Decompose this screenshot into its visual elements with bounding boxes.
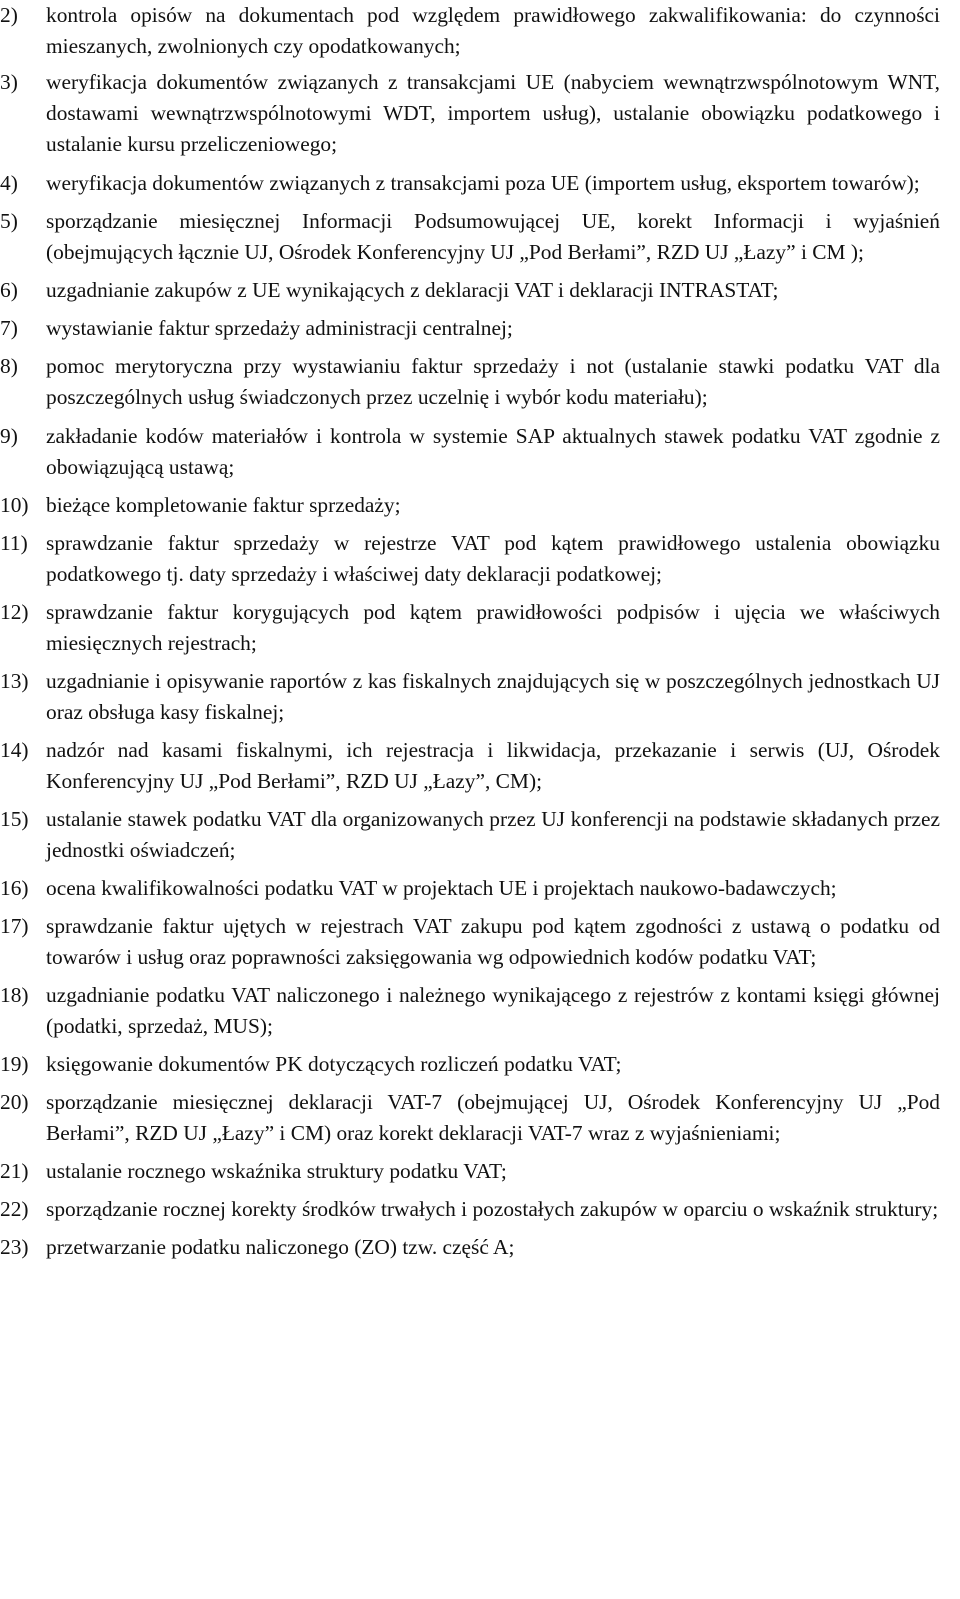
item-number: 11) bbox=[0, 531, 28, 555]
item-number: 13) bbox=[0, 669, 29, 693]
item-number: 21) bbox=[0, 1159, 29, 1183]
item-number: 19) bbox=[0, 1052, 29, 1076]
item-number: 7) bbox=[0, 316, 18, 340]
list-item bbox=[0, 168, 940, 199]
list-item bbox=[0, 1194, 940, 1225]
item-number: 18) bbox=[0, 983, 29, 1007]
item-text: ocena kwalifikowalności podatku VAT w projektach UE i projektach naukowo-badawczych; bbox=[46, 876, 837, 900]
item-number: 22) bbox=[0, 1197, 29, 1221]
list-item bbox=[0, 735, 940, 797]
item-text: sprawdzanie faktur korygujących pod kątem prawidłowości podpisów i ujęcia we właściwych miesięcznych rejestrach; bbox=[46, 600, 940, 655]
list-item bbox=[0, 980, 940, 1042]
list-item bbox=[0, 490, 940, 521]
item-number: 12) bbox=[0, 600, 29, 624]
list-item bbox=[0, 275, 940, 306]
item-text: wystawianie faktur sprzedaży administracji centralnej; bbox=[46, 316, 513, 340]
item-text: bieżące kompletowanie faktur sprzedaży; bbox=[46, 493, 401, 517]
item-text: uzgadnianie podatku VAT naliczonego i należnego wynikającego z rejestrów z kontami księgi głównej (podatki, sprzedaż, MUS); bbox=[46, 983, 940, 1038]
item-number: 8) bbox=[0, 354, 18, 378]
item-number: 4) bbox=[0, 171, 18, 195]
list-item bbox=[0, 911, 940, 973]
item-number: 23) bbox=[0, 1235, 29, 1259]
item-number: 2) bbox=[0, 3, 18, 27]
list-item bbox=[0, 1087, 940, 1149]
item-number: 6) bbox=[0, 278, 18, 302]
item-number: 15) bbox=[0, 807, 29, 831]
item-text: sprawdzanie faktur sprzedaży w rejestrze VAT pod kątem prawidłowego ustalenia obowiązku podatkowego tj. daty sprzedaży i właściwej daty deklaracji podatkowej; bbox=[46, 531, 940, 586]
list-item bbox=[0, 873, 940, 904]
item-number: 9) bbox=[0, 424, 18, 448]
item-number: 14) bbox=[0, 738, 29, 762]
item-text: sporządzanie miesięcznej Informacji Podsumowującej UE, korekt Informacji i wyjaśnień (obejmujących łącznie UJ, Ośrodek Konferencyjny UJ „Pod Berłami”, RZD UJ „Łazy” i CM ); bbox=[46, 209, 940, 264]
list-item bbox=[0, 666, 940, 728]
list-item bbox=[0, 597, 940, 659]
item-number: 17) bbox=[0, 914, 29, 938]
list-item bbox=[0, 67, 940, 160]
item-text: zakładanie kodów materiałów i kontrola w systemie SAP aktualnych stawek podatku VAT zgodnie z obowiązującą ustawą; bbox=[46, 424, 940, 479]
item-text: weryfikacja dokumentów związanych z transakcjami UE (nabyciem wewnątrzwspólnotowym WNT, dostawami wewnątrzwspólnotowymi WDT, importem usług), ustalanie obowiązku podatkowego i ustalanie kursu przeliczeniowego; bbox=[46, 70, 940, 156]
list-item bbox=[0, 313, 940, 344]
list-item bbox=[0, 804, 940, 866]
list-item bbox=[0, 421, 940, 483]
item-text: nadzór nad kasami fiskalnymi, ich rejestracja i likwidacja, przekazanie i serwis (UJ, Ośrodek Konferencyjny UJ „Pod Berłami”, RZD UJ „Łazy”, CM); bbox=[46, 738, 940, 793]
list-item bbox=[0, 1232, 940, 1263]
item-number: 16) bbox=[0, 876, 29, 900]
list-item bbox=[0, 206, 940, 268]
item-number: 5) bbox=[0, 209, 18, 233]
item-number: 20) bbox=[0, 1090, 29, 1114]
item-number: 10) bbox=[0, 493, 29, 517]
list-item bbox=[0, 0, 940, 62]
list-item bbox=[0, 1156, 940, 1187]
list-item bbox=[0, 1049, 940, 1080]
item-text: sporządzanie miesięcznej deklaracji VAT-7 (obejmującej UJ, Ośrodek Konferencyjny UJ „Pod Berłami”, RZD UJ „Łazy” i CM) oraz korekt deklaracji VAT-7 wraz z wyjaśnieniami; bbox=[46, 1090, 940, 1145]
item-text: kontrola opisów na dokumentach pod względem prawidłowego zakwalifikowania: do czynności mieszanych, zwolnionych czy opodatkowanych; bbox=[46, 3, 940, 58]
item-text: ustalanie rocznego wskaźnika struktury podatku VAT; bbox=[46, 1159, 507, 1183]
item-text: księgowanie dokumentów PK dotyczących rozliczeń podatku VAT; bbox=[46, 1052, 622, 1076]
item-text: ustalanie stawek podatku VAT dla organizowanych przez UJ konferencji na podstawie składanych przez jednostki oświadczeń; bbox=[46, 807, 940, 862]
list-item bbox=[0, 351, 940, 413]
item-text: uzgadnianie i opisywanie raportów z kas fiskalnych znajdujących się w poszczególnych jednostkach UJ oraz obsługa kasy fiskalnej; bbox=[46, 669, 940, 724]
item-text: weryfikacja dokumentów związanych z transakcjami poza UE (importem usług, eksportem towarów); bbox=[46, 171, 920, 195]
item-text: uzgadnianie zakupów z UE wynikających z deklaracji VAT i deklaracji INTRASTAT; bbox=[46, 278, 779, 302]
item-number: 3) bbox=[0, 70, 18, 94]
item-text: przetwarzanie podatku naliczonego (ZO) tzw. część A; bbox=[46, 1235, 515, 1259]
item-text: sprawdzanie faktur ujętych w rejestrach VAT zakupu pod kątem zgodności z ustawą o podatku od towarów i usług oraz poprawności zaksięgowania wg odpowiednich kodów podatku VAT; bbox=[46, 914, 940, 969]
item-text: pomoc merytoryczna przy wystawianiu faktur sprzedaży i not (ustalanie stawki podatku VAT dla poszczególnych usług świadczonych przez uczelnię i wybór kodu materiału); bbox=[46, 354, 940, 409]
list-item bbox=[0, 528, 940, 590]
item-text: sporządzanie rocznej korekty środków trwałych i pozostałych zakupów w oparciu o wskaźnik struktury; bbox=[46, 1197, 939, 1221]
